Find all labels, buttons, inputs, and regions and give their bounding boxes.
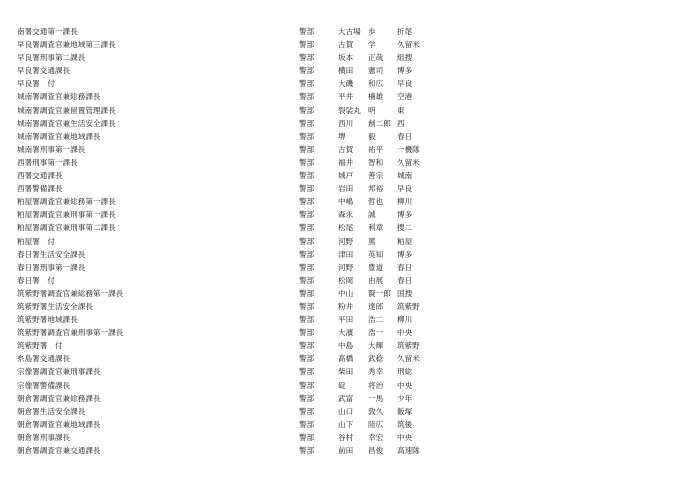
given-name: 歩 xyxy=(368,27,376,36)
rank: 警部 xyxy=(299,144,315,154)
post-title: 朝倉署生活安全課長 xyxy=(17,406,86,416)
surname: 松岡 xyxy=(338,275,354,285)
list-item xyxy=(0,418,700,431)
surname: 古賀 xyxy=(338,40,354,50)
rank: 警部 xyxy=(299,275,315,285)
rank: 警部 xyxy=(299,288,315,298)
previous-post: 飯塚 xyxy=(397,406,413,416)
given-name: 秀幸 xyxy=(368,367,384,377)
list-item xyxy=(0,392,700,405)
post-title: 南署交通第一課長 xyxy=(17,27,78,36)
given-name: 浩二 xyxy=(368,315,384,325)
given-name: 由展 xyxy=(368,275,384,285)
previous-post: 柳川 xyxy=(397,315,413,325)
previous-post: 久留米 xyxy=(397,40,420,50)
previous-post: 捜二 xyxy=(397,223,413,233)
rank: 警部 xyxy=(299,118,315,128)
rank: 警部 xyxy=(299,380,315,390)
previous-post: 組捜 xyxy=(397,53,413,63)
surname: 山口 xyxy=(338,406,354,416)
previous-post: 早良 xyxy=(397,184,413,194)
surname: 碇 xyxy=(338,380,346,390)
list-item xyxy=(0,405,700,418)
given-name: 創二郎 xyxy=(368,118,391,128)
given-name: 賢一郎 xyxy=(368,288,391,298)
rank: 警部 xyxy=(299,171,315,181)
list-item xyxy=(0,326,700,339)
rank: 警部 xyxy=(299,105,315,115)
given-name: 学 xyxy=(368,40,376,50)
rank: 警部 xyxy=(299,367,315,377)
given-name: 正哉 xyxy=(368,53,384,63)
list-item xyxy=(0,156,700,169)
previous-post: 西 xyxy=(397,118,405,128)
post-title: 西署交通課長 xyxy=(17,171,63,181)
list-item xyxy=(0,221,700,234)
previous-post: 中央 xyxy=(397,432,413,442)
rank: 警部 xyxy=(299,27,315,36)
surname: 河野 xyxy=(338,236,354,246)
given-name: 智和 xyxy=(368,157,384,167)
post-title: 城南署調査官兼地域課長 xyxy=(17,131,101,141)
surname: 中嶋 xyxy=(338,197,354,207)
surname: 森永 xyxy=(338,210,354,220)
list-item xyxy=(0,195,700,208)
list-item xyxy=(0,300,700,313)
post-title: 粕屋署調査官兼刑事第一課長 xyxy=(17,210,116,220)
post-title: 春日署生活安全課長 xyxy=(17,249,86,259)
post-title: 西署刑事第一課長 xyxy=(17,157,78,167)
list-item xyxy=(0,104,700,117)
list-item xyxy=(0,287,700,300)
list-item xyxy=(0,38,700,51)
list-item xyxy=(0,313,700,326)
surname: 谷村 xyxy=(338,432,354,442)
given-name: 豊道 xyxy=(368,262,384,272)
rank: 警部 xyxy=(299,40,315,50)
surname: 坂本 xyxy=(338,53,354,63)
list-item xyxy=(0,352,700,365)
surname: 中山 xyxy=(338,288,354,298)
rank: 警部 xyxy=(299,249,315,259)
post-title: 宗像署調査官兼刑事課長 xyxy=(17,367,101,377)
rank: 警部 xyxy=(299,53,315,63)
previous-post: 粕屋 xyxy=(397,236,413,246)
list-item xyxy=(0,235,700,248)
rank: 警部 xyxy=(299,131,315,141)
previous-post: 少年 xyxy=(397,393,413,403)
post-title: 粕屋署調査官兼刑事第二課長 xyxy=(17,223,116,233)
list-item xyxy=(0,444,700,457)
previous-post: 博多 xyxy=(397,66,413,76)
list-item xyxy=(0,77,700,90)
previous-post: 刑総 xyxy=(397,367,413,377)
surname: 岩田 xyxy=(338,184,354,194)
post-title: 春日署 付 xyxy=(17,275,55,285)
surname: 大古場 xyxy=(338,27,361,36)
surname: 大濱 xyxy=(338,328,354,338)
given-name: 幸宏 xyxy=(368,432,384,442)
list-item xyxy=(0,182,700,195)
rank: 警部 xyxy=(299,92,315,102)
given-name: 武稔 xyxy=(368,354,384,364)
post-title: 城南署調査官兼留置管理課長 xyxy=(17,105,116,115)
rank: 警部 xyxy=(299,406,315,416)
previous-post: 久留米 xyxy=(397,354,420,364)
given-name: 利章 xyxy=(368,223,384,233)
post-title: 城南署調査官兼総務課長 xyxy=(17,92,101,102)
surname: 堺 xyxy=(338,131,346,141)
surname: 大磯 xyxy=(338,79,354,89)
previous-post: 城南 xyxy=(397,171,413,181)
post-title: 春日署刑事第一課長 xyxy=(17,262,86,272)
post-title: 西署警備課長 xyxy=(17,184,63,194)
previous-post: 早良 xyxy=(397,79,413,89)
given-name: 将治 xyxy=(368,380,384,390)
previous-post: 高速隊 xyxy=(397,446,420,455)
list-item xyxy=(0,379,700,392)
post-title: 筑紫野署地域課長 xyxy=(17,315,78,325)
rank: 警部 xyxy=(299,446,315,455)
previous-post: 東 xyxy=(397,105,405,115)
surname: 津田 xyxy=(338,249,354,259)
previous-post: 国捜 xyxy=(397,288,413,298)
post-title: 城南署刑事第一課長 xyxy=(17,144,86,154)
previous-post: 柳川 xyxy=(397,197,413,207)
given-name: 誠 xyxy=(368,210,376,220)
given-name: 英知 xyxy=(368,249,384,259)
rank: 警部 xyxy=(299,210,315,220)
rank: 警部 xyxy=(299,419,315,429)
previous-post: 春日 xyxy=(397,131,413,141)
given-name: 憲司 xyxy=(368,66,384,76)
list-item xyxy=(0,431,700,444)
given-name: 浩一 xyxy=(368,328,384,338)
previous-post: 筑後 xyxy=(397,419,413,429)
post-title: 城南署調査官兼生活安全課長 xyxy=(17,118,116,128)
rank: 警部 xyxy=(299,315,315,325)
post-title: 宗像署警備課長 xyxy=(17,380,71,390)
list-item xyxy=(0,51,700,64)
post-title: 早良署 付 xyxy=(17,79,55,89)
surname: 髙橋 xyxy=(338,354,354,364)
surname: 河野 xyxy=(338,262,354,272)
surname: 松尾 xyxy=(338,223,354,233)
given-name: 和広 xyxy=(368,79,384,89)
list-item xyxy=(0,143,700,156)
post-title: 早良署調査官兼地域第三課長 xyxy=(17,40,116,50)
rank: 警部 xyxy=(299,262,315,272)
surname: 中島 xyxy=(338,341,354,351)
post-title: 早良署交通課長 xyxy=(17,66,71,76)
surname: 山下 xyxy=(338,419,354,429)
list-item xyxy=(0,274,700,287)
list-item xyxy=(0,130,700,143)
post-title: 粕屋署 付 xyxy=(17,236,55,246)
post-title: 筑紫野署調査官兼総務第一課長 xyxy=(17,288,124,298)
list-item xyxy=(0,208,700,221)
surname: 横田 xyxy=(338,66,354,76)
rank: 警部 xyxy=(299,301,315,311)
post-title: 早良署刑事第二課長 xyxy=(17,53,86,63)
previous-post: 春日 xyxy=(397,275,413,285)
rank: 警部 xyxy=(299,157,315,167)
given-name: 邦裕 xyxy=(368,184,384,194)
list-item xyxy=(0,169,700,182)
given-name: 篤 xyxy=(368,236,376,246)
rank: 警部 xyxy=(299,66,315,76)
rank: 警部 xyxy=(299,341,315,351)
post-title: 筑紫野署生活安全課長 xyxy=(17,301,93,311)
surname: 裂裟丸 xyxy=(338,105,361,115)
surname: 城戸 xyxy=(338,171,354,181)
given-name: 達郎 xyxy=(368,301,384,311)
post-title: 粕屋署調査官兼総務第一課長 xyxy=(17,197,116,207)
previous-post: 久留米 xyxy=(397,157,420,167)
surname: 武富 xyxy=(338,393,354,403)
given-name: 善宗 xyxy=(368,171,384,181)
surname: 福井 xyxy=(338,157,354,167)
given-name: 一馬 xyxy=(368,393,384,403)
surname: 柴田 xyxy=(338,367,354,377)
post-title: 朝倉署調査官兼総務課長 xyxy=(17,393,101,403)
previous-post: 筑紫野 xyxy=(397,301,420,311)
previous-post: 博多 xyxy=(397,210,413,220)
list-item xyxy=(0,248,700,261)
post-title: 朝倉署調査官兼地域課長 xyxy=(17,419,101,429)
list-item xyxy=(0,365,700,378)
given-name: 祐平 xyxy=(368,144,384,154)
previous-post: 中央 xyxy=(397,380,413,390)
surname: 平田 xyxy=(338,315,354,325)
post-title: 糸島署交通課長 xyxy=(17,354,71,364)
post-title: 朝倉署刑事課長 xyxy=(17,432,71,442)
personnel-list xyxy=(0,25,700,457)
list-item xyxy=(0,339,700,352)
previous-post: 空港 xyxy=(397,92,413,102)
rank: 警部 xyxy=(299,432,315,442)
given-name: 大輝 xyxy=(368,341,384,351)
list-item xyxy=(0,117,700,130)
rank: 警部 xyxy=(299,354,315,364)
surname: 粉井 xyxy=(338,301,354,311)
given-name: 明 xyxy=(368,105,376,115)
rank: 警部 xyxy=(299,197,315,207)
rank: 警部 xyxy=(299,79,315,89)
given-name: 毅 xyxy=(368,131,376,141)
surname: 前田 xyxy=(338,446,354,455)
post-title: 筑紫野署調査官兼刑事第一課長 xyxy=(17,328,124,338)
given-name: 哲也 xyxy=(368,197,384,207)
surname: 古賀 xyxy=(338,144,354,154)
previous-post: 春日 xyxy=(397,262,413,272)
rank: 警部 xyxy=(299,328,315,338)
rank: 警部 xyxy=(299,184,315,194)
list-item xyxy=(0,90,700,103)
surname: 平井 xyxy=(338,92,354,102)
list-item xyxy=(0,25,700,38)
given-name: 陸広 xyxy=(368,419,384,429)
previous-post: 折尾 xyxy=(397,27,413,36)
given-name: 楠雄 xyxy=(368,92,384,102)
post-title: 筑紫野署 付 xyxy=(17,341,63,351)
given-name: 敦久 xyxy=(368,406,384,416)
given-name: 昌俊 xyxy=(368,446,384,455)
previous-post: 筑紫野 xyxy=(397,341,420,351)
rank: 警部 xyxy=(299,236,315,246)
surname: 西川 xyxy=(338,118,354,128)
rank: 警部 xyxy=(299,223,315,233)
previous-post: 一機隊 xyxy=(397,144,420,154)
previous-post: 中央 xyxy=(397,328,413,338)
list-item xyxy=(0,64,700,77)
post-title: 朝倉署調査官兼交通課長 xyxy=(17,446,101,455)
previous-post: 博多 xyxy=(397,249,413,259)
rank: 警部 xyxy=(299,393,315,403)
list-item xyxy=(0,261,700,274)
